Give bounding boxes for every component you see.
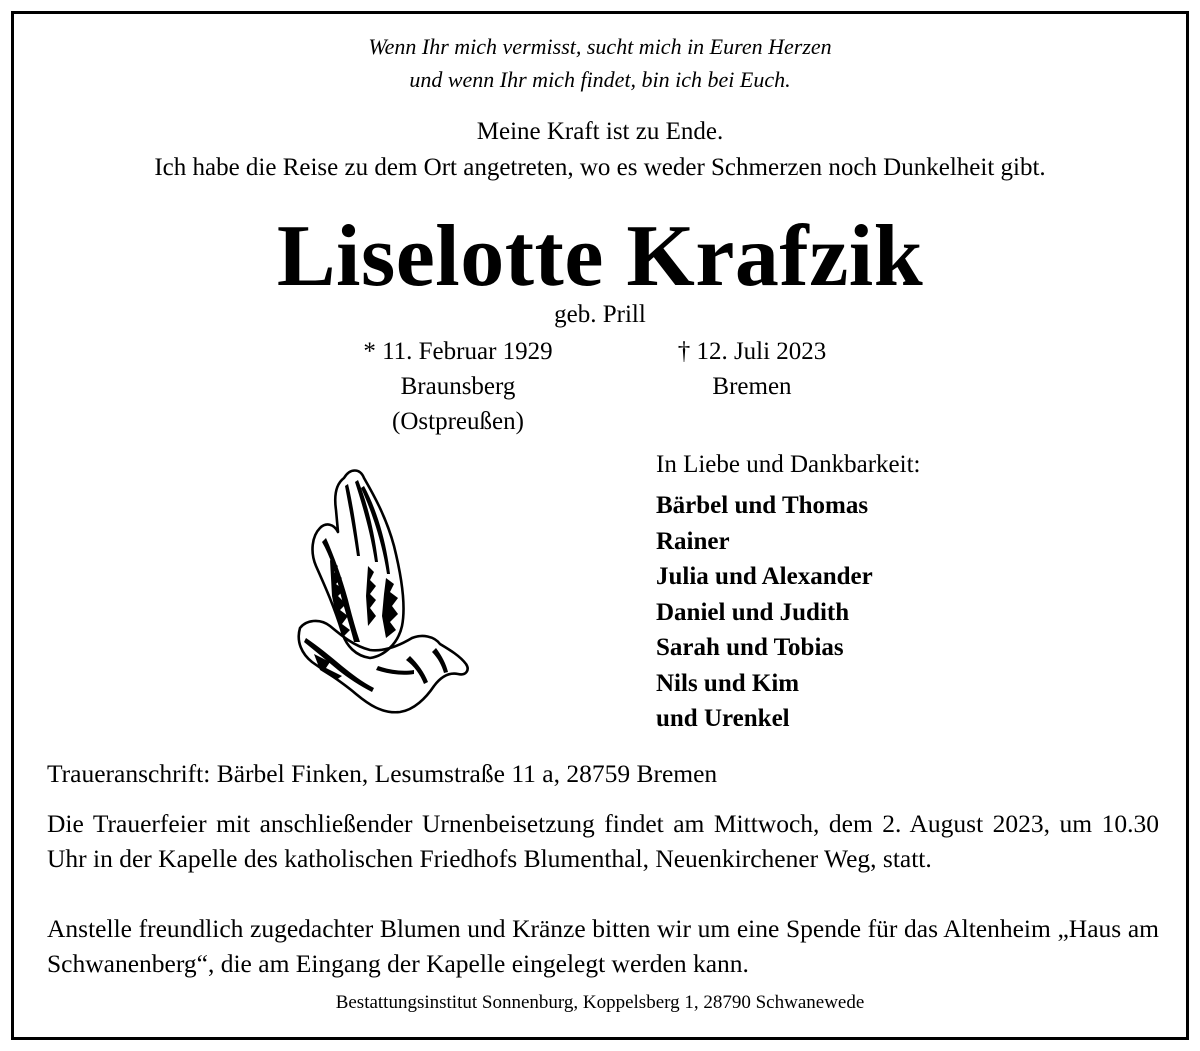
birth-region: (Ostpreußen) (392, 408, 524, 435)
mourners-heading: In Liebe und Dankbarkeit: (656, 451, 921, 478)
deceased-name: Liselotte Krafzik (276, 208, 924, 305)
ceremony-text: Die Trauerfeier mit anschließender Urnenbeisetzung findet am Mittwoch, dem 2. August 2023, um 10.30 Uhr in der Kapelle des katholischen Friedhofs Blumenthal, Neuenkirchener Weg, statt. (47, 809, 1159, 873)
mourner-name: Rainer (656, 527, 730, 555)
funeral-home-footer: Bestattungsinstitut Sonnenburg, Koppelsberg 1, 28790 Schwanewede (335, 992, 865, 1013)
intro-line-2: Ich habe die Reise zu dem Ort angetreten, wo es weder Schmerzen noch Dunkelheit gibt. (154, 154, 1046, 181)
praying-hands-icon (290, 466, 476, 718)
mourner-name: Daniel und Judith (656, 598, 850, 626)
mourner-name: Sarah und Tobias (656, 634, 844, 661)
maiden-name: geb. Prill (554, 301, 646, 328)
mourner-name: Bärbel und Thomas (656, 492, 869, 519)
death-date: † 12. Juli 2023 (677, 338, 827, 365)
mourning-address: Traueranschrift: Bärbel Finken, Lesumstraße 11 a, 28759 Bremen (47, 759, 718, 788)
donation-text: Anstelle freundlich zugedachter Blumen und Kränze bitten wir um eine Spende für das Altenheim „Haus am Schwanenberg“, die am Eingang der Kapelle eingelegt werden kann. (47, 914, 1159, 978)
mourner-name: Julia und Alexander (656, 563, 873, 590)
birth-place: Braunsberg (400, 373, 516, 400)
intro-line-1: Meine Kraft ist zu Ende. (476, 118, 724, 145)
mourner-name: und Urenkel (656, 705, 790, 732)
death-place: Bremen (712, 373, 792, 400)
motto-line-1: Wenn Ihr mich vermisst, sucht mich in Euren Herzen (368, 34, 832, 59)
birth-date: * 11. Februar 1929 (363, 338, 553, 365)
motto-line-2: und wenn Ihr mich findet, bin ich bei Euch. (409, 67, 791, 92)
mourner-name: Nils und Kim (656, 669, 800, 697)
